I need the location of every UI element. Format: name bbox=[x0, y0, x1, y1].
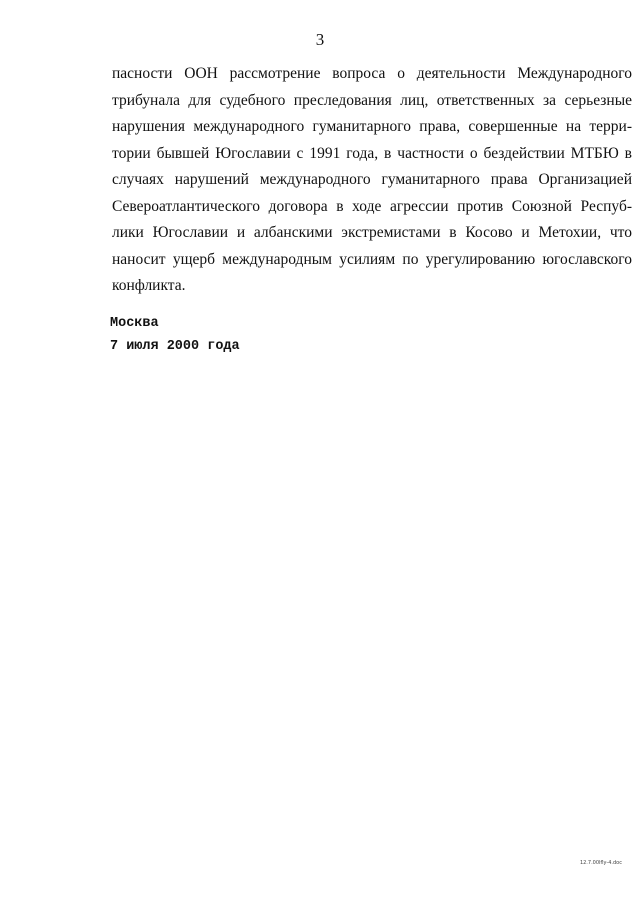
paragraph-line: пасности ООН рассмотрение вопроса о деятельности Международного bbox=[112, 65, 632, 82]
paragraph-line: нарушения международного гуманитарного права, совершенные на терри- bbox=[112, 118, 632, 135]
paragraph-line: случаях нарушений международного гуманитарного права Организацией bbox=[112, 171, 632, 188]
paragraph-line: тории бывшей Югославии с 1991 года, в частности о бездействии МТБЮ в bbox=[112, 144, 632, 162]
paragraph-line: конфликта. bbox=[112, 277, 186, 294]
signature-block bbox=[110, 312, 240, 358]
paragraph-line: трибунала для судебного преследования лиц, ответственных за серьезные bbox=[112, 91, 632, 109]
signature-date: 7 июля 2000 года bbox=[110, 339, 240, 354]
body-paragraph bbox=[112, 61, 632, 300]
paragraph-line: наносит ущерб международным усилиям по урегулированию югославского bbox=[112, 250, 632, 268]
paragraph-line: Североатлантического договора в ходе агрессии против Союзной Респуб- bbox=[112, 197, 632, 215]
page-number: 3 bbox=[315, 30, 325, 49]
paragraph-line: лики Югославии и албанскими экстремистами в Косово и Метохии, что bbox=[112, 224, 632, 241]
signature-place: Москва bbox=[110, 316, 159, 331]
file-reference: 12.7.00lfly-4.doc bbox=[579, 860, 622, 866]
